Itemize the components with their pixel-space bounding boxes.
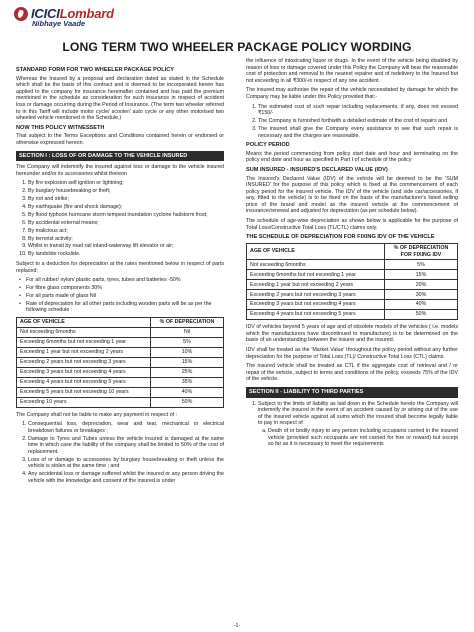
list-item: 4. By earthquake (fire and shock damage); <box>28 204 224 211</box>
not-liable-paragraph: The Company shall not be liable to make any payment in respect of : <box>16 411 178 418</box>
pct-cell: 40% <box>385 300 458 310</box>
column-header-depreciation: % OF DEPRECIATION <box>151 317 224 327</box>
exclusions-list <box>16 421 224 484</box>
pct-cell: 15% <box>151 357 224 367</box>
table-header-row <box>247 243 458 260</box>
list-item: • For fibre glass components 30% <box>26 285 224 292</box>
repair-paragraph: The insured may authorise the repair of the vehicle necessitated by damage for which the Company may be liable under this Policy provided that:- <box>246 87 458 100</box>
continuation-paragraph: the influence of intoxicating liquor or drugs. In the event of the vehicle being disabled by reason of loss or damage covered under this Policy the Company will bear the reasonable cost of protection and removal to the nearest repairer and of redelivery to the Insured but not exceeding in all ₹300/-in respect of any one accident. <box>246 58 458 84</box>
depreciation-parts-list <box>16 277 224 314</box>
list-item: 1. By fire explosion self ignition or lightning; <box>28 180 224 187</box>
pct-cell: 20% <box>385 280 458 290</box>
section-1-intro: The Company will indemnify the insured against loss or damage to the vehicle insured hereunder and/or its accessories whilst thereon <box>16 164 224 177</box>
list-item: • Rate of depreciation for all other parts including wooden parts will be as per the following schedule : <box>26 301 224 314</box>
section-1-bar: SECTION I : LOSS OF OR DAMAGE TO THE VEHICLE INSURED <box>16 151 224 162</box>
page-header <box>14 6 464 36</box>
table-row <box>17 357 224 367</box>
policy-period-heading: POLICY PERIOD <box>246 142 290 149</box>
pct-cell: 35% <box>151 377 224 387</box>
idv-paragraph: IDV of vehicles beyond 5 years of age and of obsolete models of the vehicles ( i.e. models which the manufacturers have discontinued to manufacture) is to be determined on the basis of an understanding between the insurer and the insured. <box>246 324 458 344</box>
table-header-row <box>17 317 224 327</box>
pct-cell: 10% <box>151 347 224 357</box>
pct-cell: 30% <box>385 290 458 300</box>
pct-cell: 40% <box>151 387 224 397</box>
idv-table-heading: THE SCHEDULE OF DEPRECIATION FOR FIXING IDV OF THE VEHICLE <box>246 234 435 241</box>
age-cell: Exceeding 2 years but not exceeding 3 years <box>247 290 385 300</box>
age-cell: Exceeding 5 years but not exceeding 10 years <box>17 387 151 397</box>
table-row <box>247 280 458 290</box>
list-item: 5. By flood typhoon hurricane storm tempest inundation cyclone hailstorm frost; <box>28 212 224 219</box>
idv-paragraph: IDV shall be treated as the 'Market Value' throughout the policy period without any further depreciation for the purpose of Total Loss (TL)/ Constructive Total Loss (CTL) claims. <box>246 347 458 360</box>
list-item: 8. By terrorist activity; <box>28 236 224 243</box>
left-column <box>16 64 224 488</box>
list-item: a. Death of or bodily injury to any person including occupants carried in the insured vehicle (provided such occupants are not carried for hire or reward) but except so far as it is necessary to meet the requirements <box>268 428 458 448</box>
table-row <box>17 347 224 357</box>
table-row <box>17 377 224 387</box>
pct-cell: Nil <box>151 327 224 337</box>
table-row <box>247 310 458 320</box>
pct-cell: 50% <box>151 397 224 407</box>
age-cell: Exceeding 6months but not exceeding 1 year <box>247 270 385 280</box>
brand-name: ICICILombard <box>31 6 114 21</box>
pct-cell: 5% <box>385 260 458 270</box>
page-title: LONG TERM TWO WHEELER PACKAGE POLICY WORDING <box>62 40 412 54</box>
list-item: • For all rubber/ nylon/ plastic parts, tyres, tubes and batteries -50% <box>26 277 224 284</box>
list-item: 6. By accidental external means; <box>28 220 224 227</box>
perils-list <box>16 180 224 258</box>
age-cell: Exceeding 4 years but not exceeding 5 years <box>247 310 385 320</box>
table-row <box>17 327 224 337</box>
deduction-paragraph: Subject to a deduction for depreciation at the rates mentioned below in respect of parts replaced; <box>16 260 224 274</box>
list-item: 2. Damage to Tyres and Tubes unless the vehicle insured is damaged at the same time in which case the liability of the company shall be limited to 50% of the cost of replacement. <box>28 436 224 456</box>
table-row <box>17 337 224 347</box>
age-cell: Exceeding 10 years <box>17 397 151 407</box>
depreciation-table <box>16 317 224 408</box>
icici-logo-icon <box>14 7 28 21</box>
idv-paragraph: The insured vehicle shall be treated as CTL if the aggregate cost of retrieval and / or repair of the vehicle, subject to terms and conditions of the policy, exceeds 75% of the IDV of the vehicle. <box>246 363 458 383</box>
idv-paragraph: The Insured's Declared Value (IDV) of the vehicle will be deemed to be the 'SUM INSURED' for the purpose of this policy which is fixed at the commencement of each policy period for the insured vehicle. The IDV of the vehicle (and side car/accessories, if any, fitted to the vehicle) is to be fixed on the basis of the manufacturer's listed selling price of the brand and model as the insured vehicle at the commencement of insurance/renewal and adjusted for depreciation (as per schedule below). <box>246 175 458 215</box>
table-row <box>247 300 458 310</box>
age-cell: Exceeding 4 years but not exceeding 5 years <box>17 377 151 387</box>
age-cell: Exceeding 3 years but not exceeding 4 years <box>17 367 151 377</box>
right-column <box>246 58 458 451</box>
policy-period-paragraph: Means the period commencing from policy start date and hour and terminating on the policy end date and hour as specified in Part I of schedule of the policy <box>246 150 458 164</box>
age-cell: Not exceeding 6months <box>247 260 385 270</box>
section-2-bar: SECTION II - LIABILITY TO THIRD PARTIES <box>246 387 458 398</box>
list-item: 1. Consequential loss, depreciation, wear and tear, mechanical or electrical breakdown failures or breakages ; <box>28 421 224 434</box>
section-2-sublist <box>258 428 458 448</box>
pct-cell: 5% <box>151 337 224 347</box>
list-item: 10. By landslide rockslide. <box>28 251 224 258</box>
list-item: 4. Any accidental loss or damage suffered whilst the insured or any person driving the vehicle with the knowledge and consent of the insured is under <box>28 471 224 484</box>
list-item: 3. The insured shall give the Company every assistance to see that such repair is necessary and the charges are reasonable. <box>258 126 458 139</box>
list-item: 2. By burglary housebreaking or theft; <box>28 188 224 195</box>
repair-conditions-list <box>246 104 458 140</box>
list-item <box>258 401 458 448</box>
column-header-idv-depreciation: % OF DEPRECIATION FOR FIXING IDV <box>385 243 458 260</box>
list-item: 7. By malicious act; <box>28 228 224 235</box>
list-item: 2. The Company is furnished forthwith a detailed estimate of the cost of repairs and <box>258 118 458 125</box>
idv-heading: SUM INSURED - INSURED'S DECLARED VALUE (IDV) <box>246 166 388 173</box>
section-2-paragraph: Subject to the limits of liability as laid down in the Schedule hereto the Company will indemnify the insured in the event of an accident caused by or arising out of the use of the insured vehicle against all sums which the insured shall become legally liable to pay in respect of <box>258 400 458 427</box>
idv-depreciation-table <box>246 243 458 320</box>
age-cell: Exceeding 2 years but not exceeding 3 years <box>17 357 151 367</box>
brand-tagline: Nibhaye Vaade <box>32 19 86 28</box>
page-number: -1- <box>233 623 241 629</box>
witness-heading: NOW THIS POLICY WITNESSETH <box>16 124 105 131</box>
age-cell: Exceeding 6months but not exceeding 1 year <box>17 337 151 347</box>
table-row <box>17 387 224 397</box>
age-cell: Not exceeding 6months <box>17 327 151 337</box>
witness-paragraph: That subject to the Terms Exceptions and Conditions contained herein or endorsed or otherwise expressed hereon. <box>16 133 224 146</box>
age-cell: Exceeding 1 year but not exceeding 2 years <box>247 280 385 290</box>
column-header-age: AGE OF VEHICLE <box>17 317 151 327</box>
idv-paragraph: The schedule of age-wise depreciation as shown below is applicable for the purpose of Total Loss/Constructive Total Loss (TL/CTL) claims only. <box>246 218 458 231</box>
table-row <box>247 290 458 300</box>
column-header-age: AGE OF VEHICLE <box>247 243 385 260</box>
section-2-list <box>246 401 458 448</box>
pct-cell: 15% <box>385 270 458 280</box>
list-item: 1. The estimated cost of such repair including replacements, if any, does not exceed ₹150/- <box>258 104 458 117</box>
age-cell: Exceeding 1 year but not exceeding 2 years <box>17 347 151 357</box>
standard-form-paragraph: Whereas the Insured by a proposal and declaration dated as stated in the Schedule which shall be the basis of this contract and is deemed to be incorporated herein has applied to the company for insurance hereinafter contained and has paid the premium mentioned in the schedule as consideration for such insurance in respect of accident loss or damage occurring during the Period of Insurance. (The term two wheeler referred to in this Tariff will include motor cycle/ scooter/ auto cycle or any other motorised two wheeled vehicle mentioned in the Schedule.) <box>16 75 224 122</box>
table-row <box>17 367 224 377</box>
list-item: • For all parts made of glass Nil <box>26 293 224 300</box>
table-row <box>247 260 458 270</box>
table-row <box>247 270 458 280</box>
pct-cell: 25% <box>151 367 224 377</box>
list-item: 3. Loss of or damage to accessories by burglary housebreaking or theft unless the vehicle is stolen at the same time ; and <box>28 457 224 470</box>
standard-form-heading: STANDARD FORM FOR TWO WHEELER PACKAGE POLICY <box>16 67 174 73</box>
age-cell: Exceeding 3 years but not exceeding 4 years <box>247 300 385 310</box>
table-row <box>17 397 224 407</box>
pct-cell: 50% <box>385 310 458 320</box>
list-item: 9. Whilst in transit by road rail inland-waterway lift elevator or air; <box>28 243 224 250</box>
list-item: 3. By riot and strike; <box>28 196 224 203</box>
